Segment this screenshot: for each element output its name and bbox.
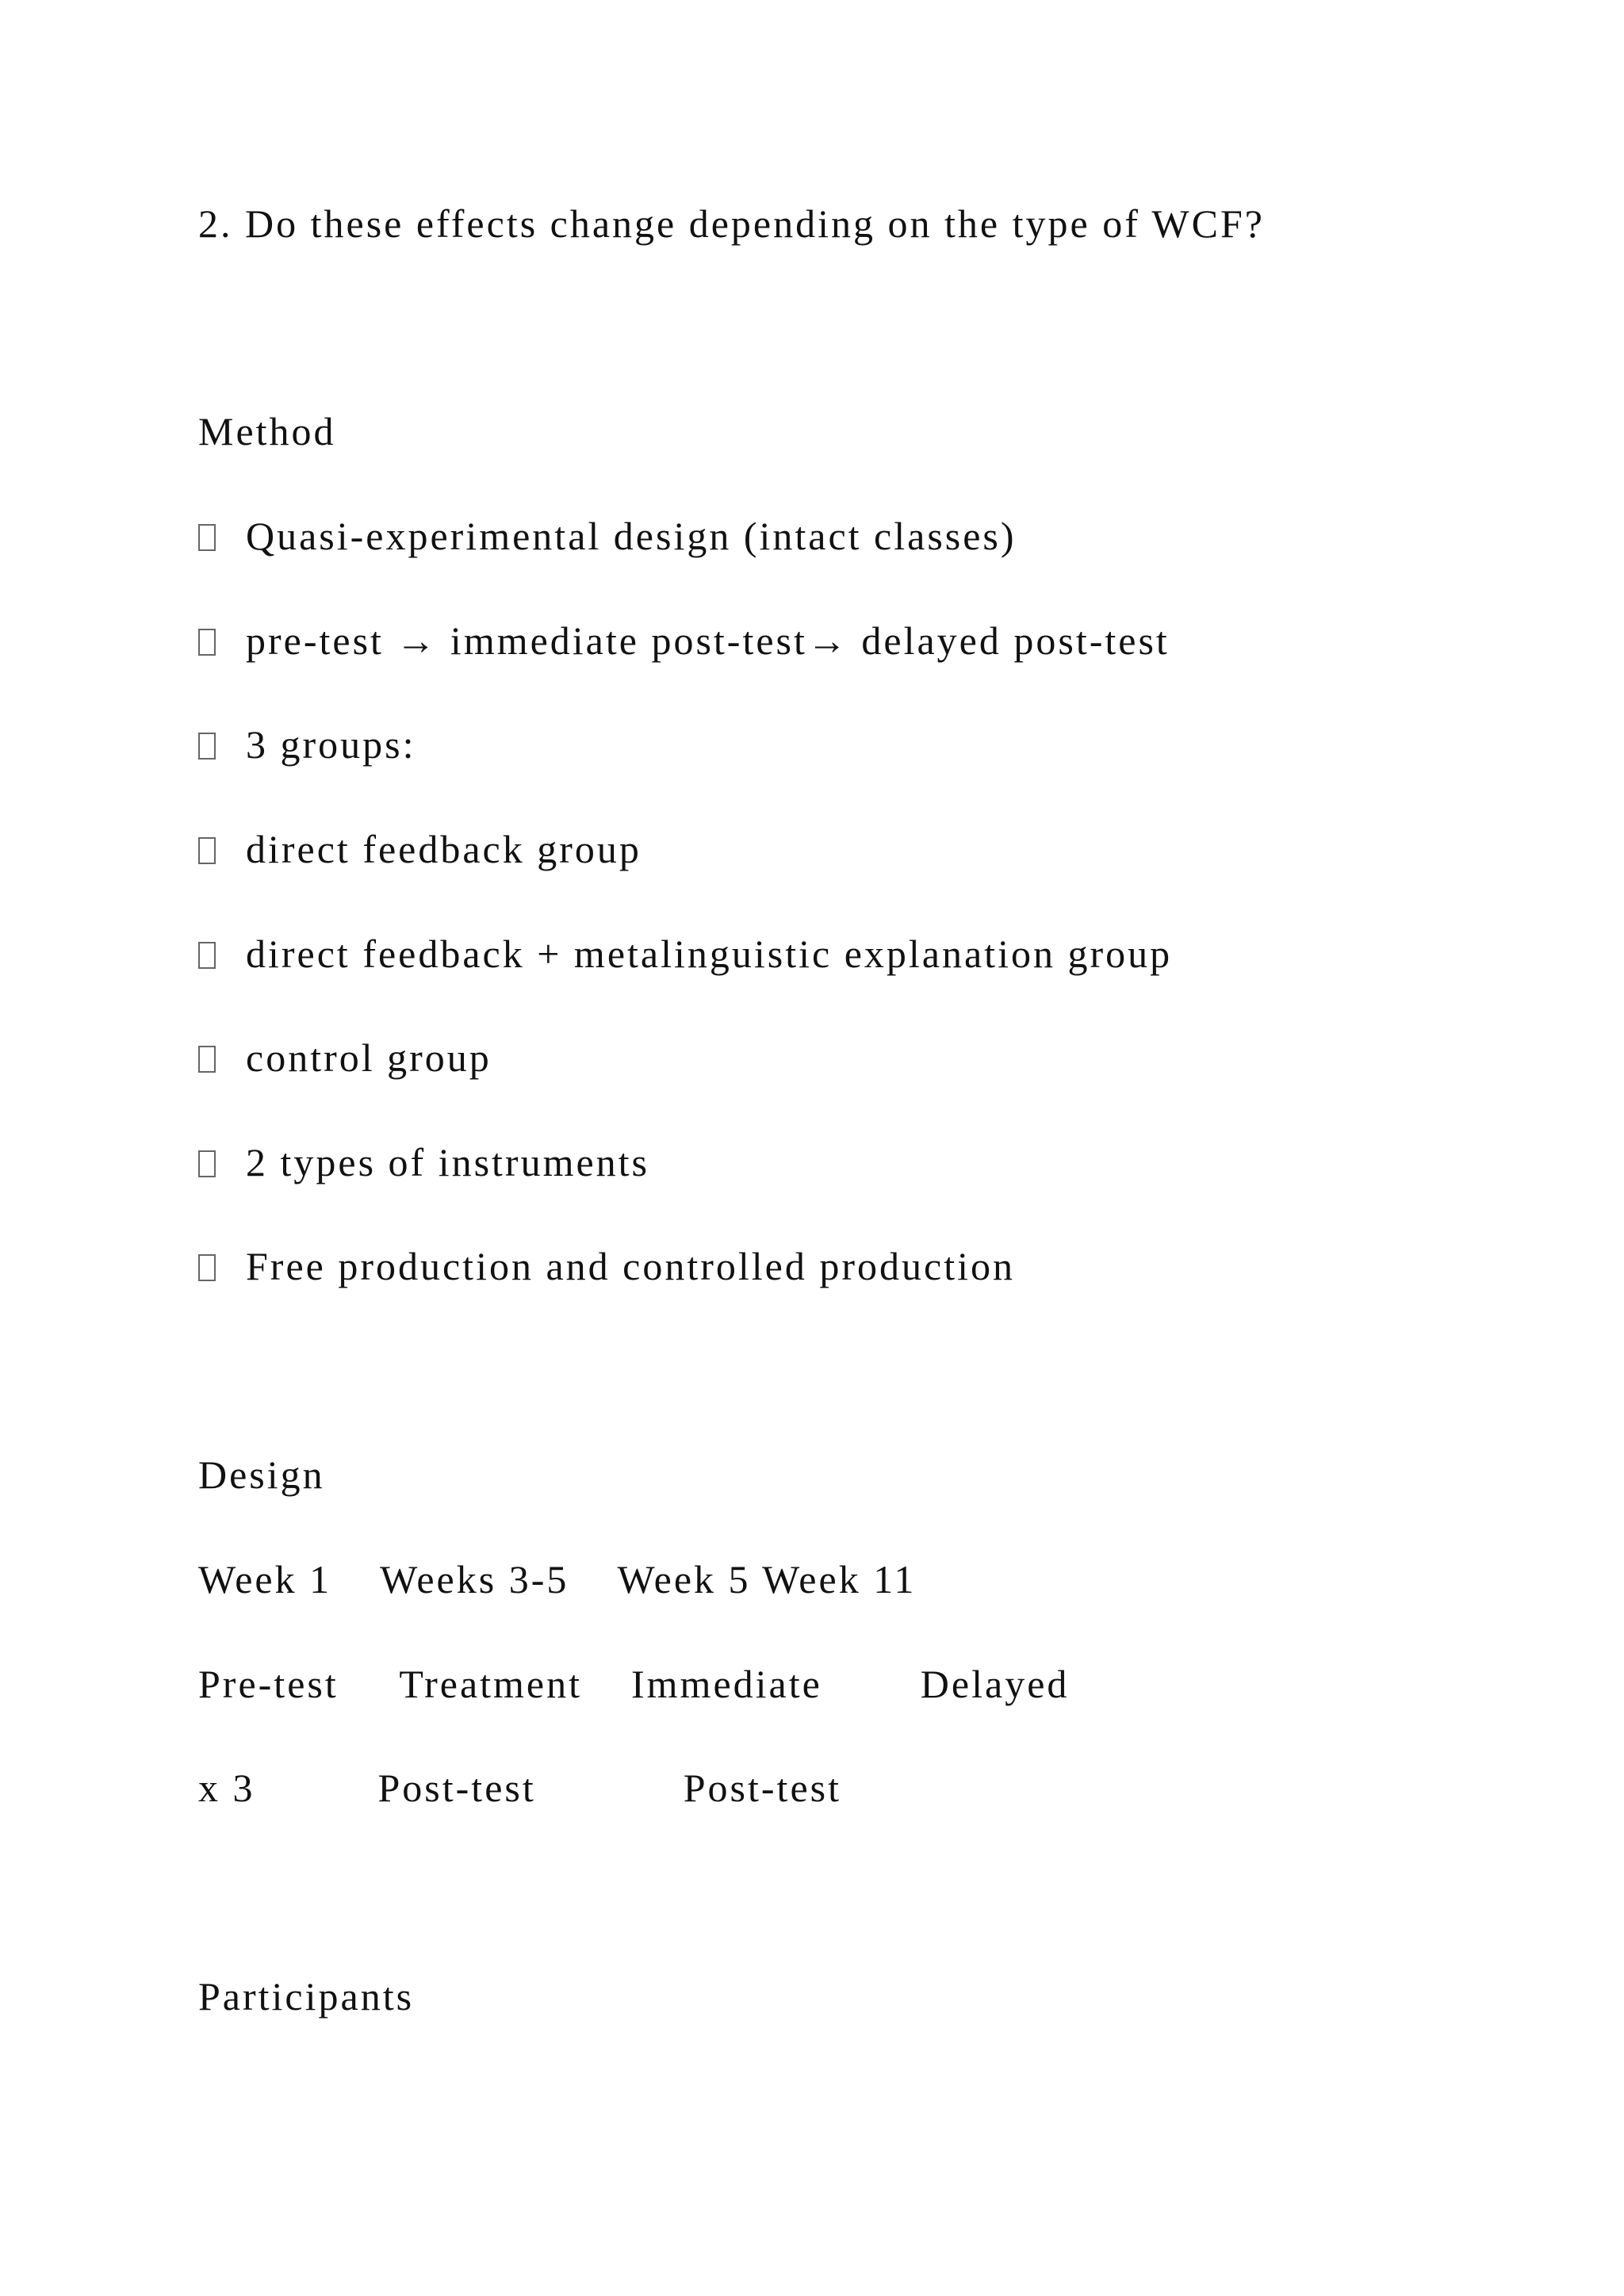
list-item: pre-test → immediate post-test→ delayed post-test — [198, 617, 1170, 664]
method-heading: Method — [198, 409, 336, 453]
list-item: direct feedback + metalinguistic explanation group — [198, 930, 1172, 978]
bullet-box-icon — [198, 1034, 246, 1081]
design-heading: Design — [198, 1452, 325, 1497]
participants-heading: Participants — [198, 1974, 415, 2019]
bullet-box-icon — [198, 825, 246, 873]
bullet-box-icon — [198, 1242, 246, 1290]
list-item: 3 groups: — [198, 721, 416, 768]
bullet-box-icon — [198, 617, 246, 664]
research-question: 2. Do these effects change depending on the type of WCF? — [198, 201, 1265, 246]
list-item: Free production and controlled production — [198, 1242, 1015, 1290]
bullet-box-icon — [198, 512, 246, 560]
bullet-box-icon — [198, 930, 246, 978]
design-row-weeks: Week 1 Weeks 3-5 Week 5 Week 11 — [198, 1557, 917, 1601]
bullet-box-icon — [198, 1138, 246, 1186]
list-item: control group — [198, 1034, 492, 1081]
list-item: 2 types of instruments — [198, 1138, 649, 1186]
design-row-phases: Pre-test Treatment Immediate Delayed — [198, 1662, 1070, 1706]
design-row-details: x 3 Post-test Post-test — [198, 1766, 841, 1810]
bullet-box-icon — [198, 721, 246, 768]
list-item: direct feedback group — [198, 825, 642, 873]
list-item: Quasi-experimental design (intact classes) — [198, 512, 1017, 560]
